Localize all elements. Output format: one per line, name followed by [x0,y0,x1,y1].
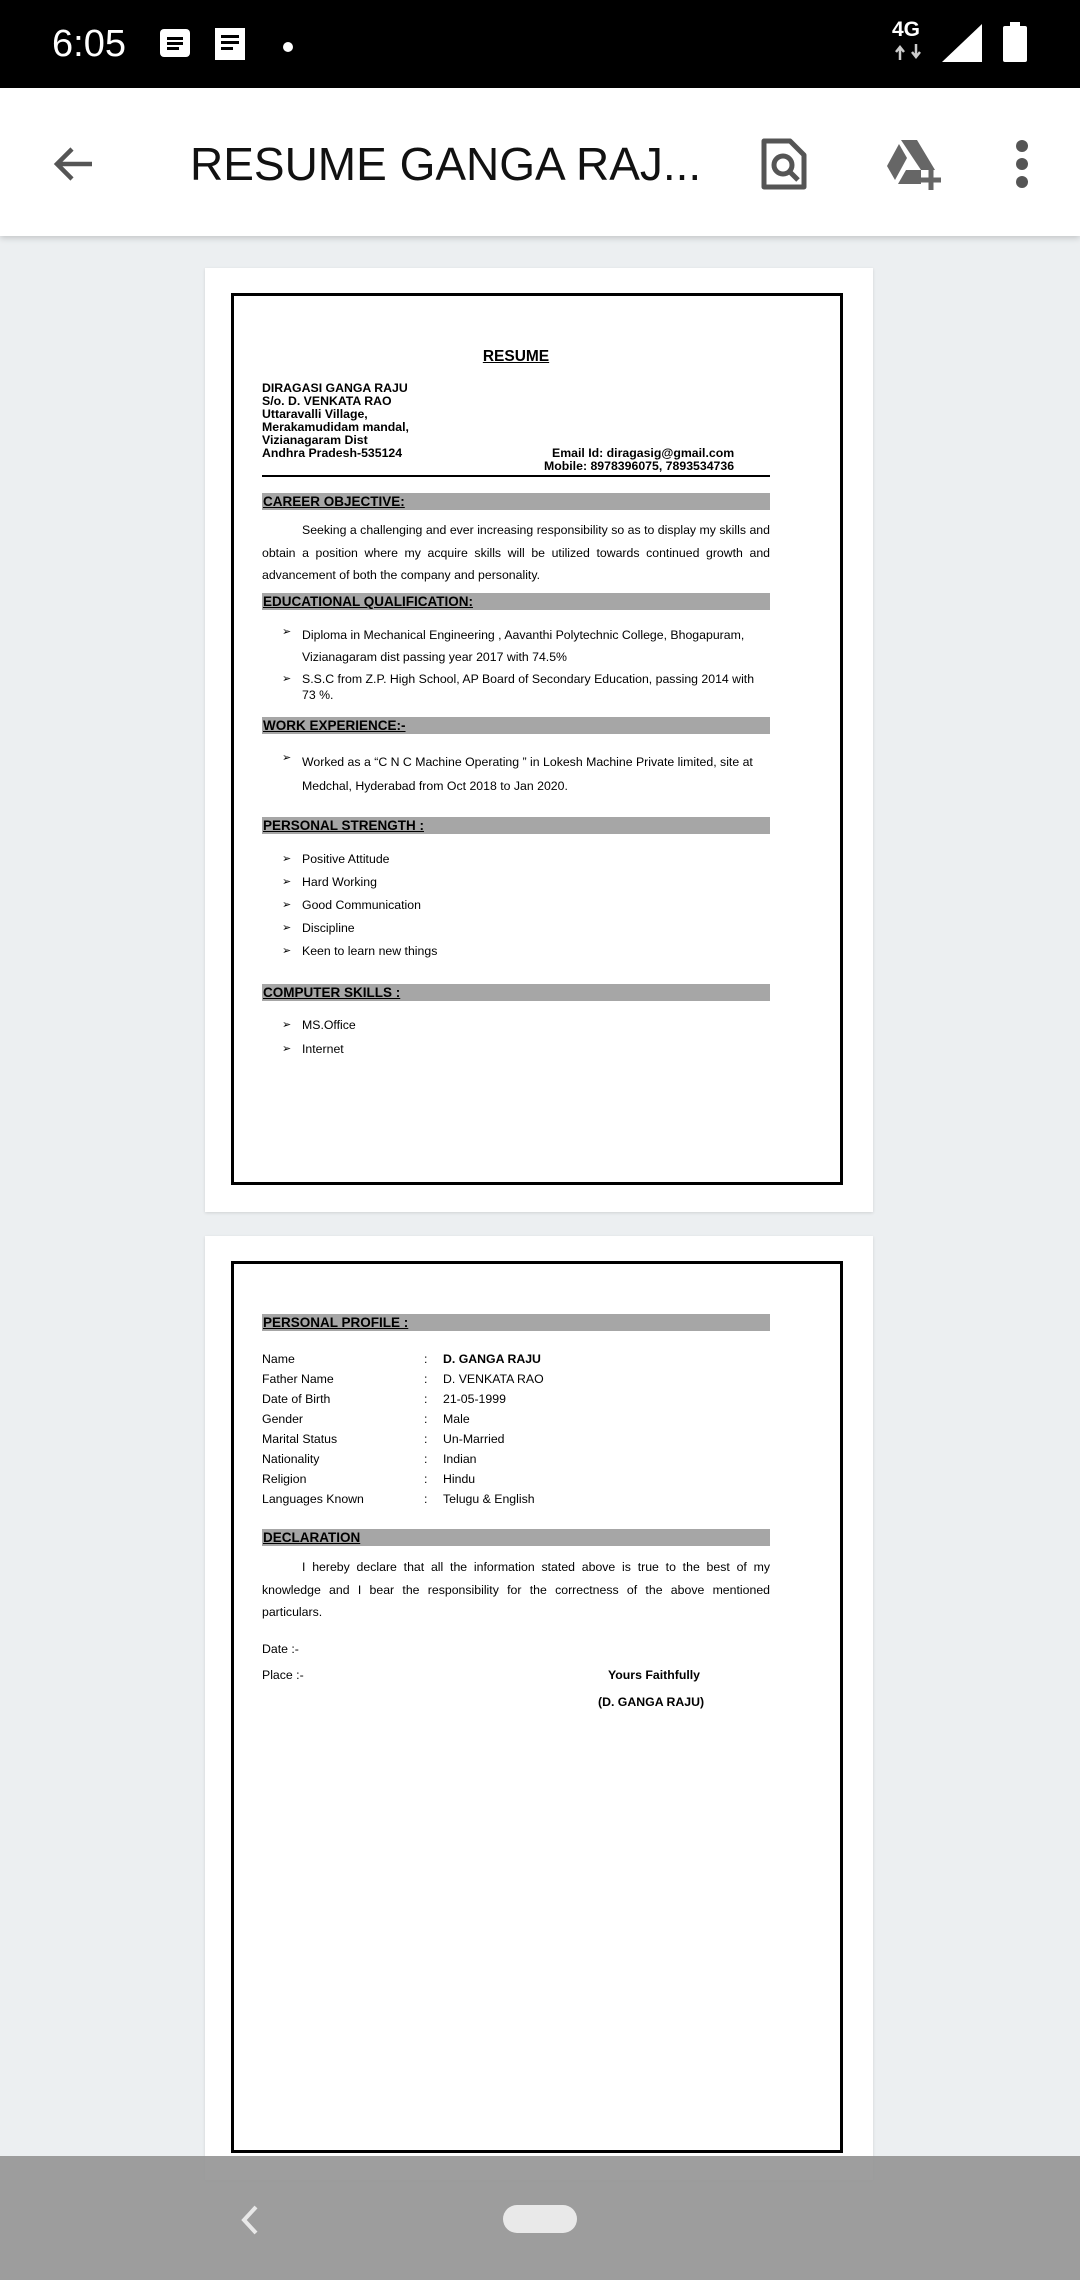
section-declaration [262,1529,770,1546]
app-bar [0,88,1080,236]
declaration-text: I hereby declare that all the information stated above is true to the best of my knowledge and I bear the responsibility for the correctness of the above mentioned particulars. [262,1560,770,1619]
page-2-content [262,1236,770,2180]
bullet-arrow-icon: ➢ [282,626,292,638]
status-bar [0,0,1080,88]
section-title: DECLARATION [263,1530,361,1545]
section-title: COMPUTER SKILLS : [263,985,401,1000]
notification-dot-icon [283,39,293,57]
section-work-experience [262,717,770,734]
bullet-arrow-icon: ➢ [282,1043,292,1055]
contact-email: Email Id: diragasig@gmail.com [552,446,735,460]
bullet-arrow-icon: ➢ [282,853,292,865]
address-block [262,382,409,460]
address-line: Merakamudidam mandal, [262,420,409,434]
bullet-arrow-icon: ➢ [282,945,292,957]
back-arrow-icon [50,140,98,188]
address-line: Uttaravalli Village, [262,407,368,421]
navigation-bar [0,2156,1080,2280]
document-page-1 [205,268,873,1212]
bullet-arrow-icon: ➢ [282,876,292,888]
document-viewer[interactable] [0,236,1080,2156]
table-row: Marital Status : Un-Married [262,1432,505,1446]
section-education [262,593,770,610]
section-title: PERSONAL STRENGTH : [263,818,425,833]
page-1-content: RESUME DIRAGASI GANGA RAJU S/o. D. VENKATA RAO Uttaravalli Village, Merakamudidam mandal, Vizianagaram Dist Andhra Pradesh-535124 Email Id: diragasig@gmail.com Mobile: 8978396075, 7893534736 CAREER OBJECTIVE: Seeking a challenging and ever increasing responsibility so as to display my skills and obtain a position where my acquire skills will be utilized towards continued growth and advancement of both the company and personality. EDUCATIONAL QUALIFICATION: ➢ Diploma in Mechanical Engineering , Aavanthi Polytechnic College, Bhogapuram, Vizianagaram dist passing year 2017 with 74.5% ➢ S.S.C from Z.P. High School, AP Board of Secondary Education, passing 2014 with 73 %. WORK EXPERIENCE:- ➢ Worked as a “C N C Machine Operating ” in Lokesh Machine Private limited, site at Medchal, Hyderabad from Oct 2018 to Jan 2020. PERSONAL STRENGTH : ➢ Positive Attitude ➢ Hard Working ➢ Good Communication ➢ Discipline ➢ Keen to learn new things COMPUTER SKILLS : ➢ MS.Office ➢ Internet [262,348,770,1056]
status-time: 6:05 [52,23,126,65]
bullet-arrow-icon: ➢ [282,1019,292,1031]
cellular-signal-icon [942,24,982,67]
section-title: CAREER OBJECTIVE: [263,494,405,509]
data-activity-icon [893,44,925,65]
nav-back-button[interactable] [222,2192,278,2248]
document-title: RESUME GANGA RAJ... [190,138,702,190]
address-line: DIRAGASI GANGA RAJU [262,381,408,395]
section-title: EDUCATIONAL QUALIFICATION: [263,594,473,609]
network-type-label: 4G [892,18,921,41]
notification-document-icon [212,26,248,67]
date-label: Date :- [262,1642,299,1656]
closing-text: Yours Faithfully [608,1668,701,1682]
section-title: PERSONAL PROFILE : [263,1315,409,1330]
table-row: Religion : Hindu [262,1472,476,1486]
address-line: S/o. D. VENKATA RAO [262,394,392,408]
header-divider [262,475,770,477]
section-personal-strength [262,817,770,834]
address-line: Andhra Pradesh-535124 [262,446,403,460]
notification-news-icon [158,26,192,65]
section-title: WORK EXPERIENCE:- [263,718,406,733]
add-to-drive-icon [881,138,943,190]
table-row: Gender : Male [262,1412,470,1426]
home-pill-icon[interactable] [503,2205,577,2233]
bullet-arrow-icon: ➢ [282,922,292,934]
find-in-document-icon [760,137,808,191]
more-options-button[interactable] [986,128,1058,200]
nav-back-icon [238,2204,262,2236]
table-row: Languages Known : Telugu & English [262,1492,535,1506]
profile-table [262,1349,770,1509]
bullet-arrow-icon: ➢ [282,752,292,764]
more-options-icon [1015,140,1029,188]
find-in-document-button[interactable] [748,128,820,200]
table-row: Nationality : Indian [262,1452,477,1466]
section-computer-skills [262,984,770,1001]
bullet-arrow-icon: ➢ [282,673,292,685]
table-row: Father Name : D. VENKATA RAO [262,1372,544,1386]
battery-icon [1003,22,1027,67]
table-row: Date of Birth : 21-05-1999 [262,1392,506,1406]
section-career-objective [262,493,770,510]
signature-name: (D. GANGA RAJU) [598,1695,705,1709]
address-line: Vizianagaram Dist [262,433,368,447]
document-page-2 [205,1236,873,2180]
place-label: Place :- [262,1668,304,1682]
contact-mobile: Mobile: 8978396075, 7893534736 [544,459,735,473]
section-personal-profile [262,1314,770,1331]
add-to-drive-button[interactable] [876,128,948,200]
table-row: Name : D. GANGA RAJU [262,1352,541,1366]
back-button[interactable] [38,128,110,200]
resume-heading: RESUME [482,348,550,365]
career-objective-text: Seeking a challenging and ever increasing responsibility so as to display my skills and obtain a position where my acquire skills will be utilized towards continued growth and advancement of both the company and personality. [262,523,770,582]
bullet-arrow-icon: ➢ [282,899,292,911]
